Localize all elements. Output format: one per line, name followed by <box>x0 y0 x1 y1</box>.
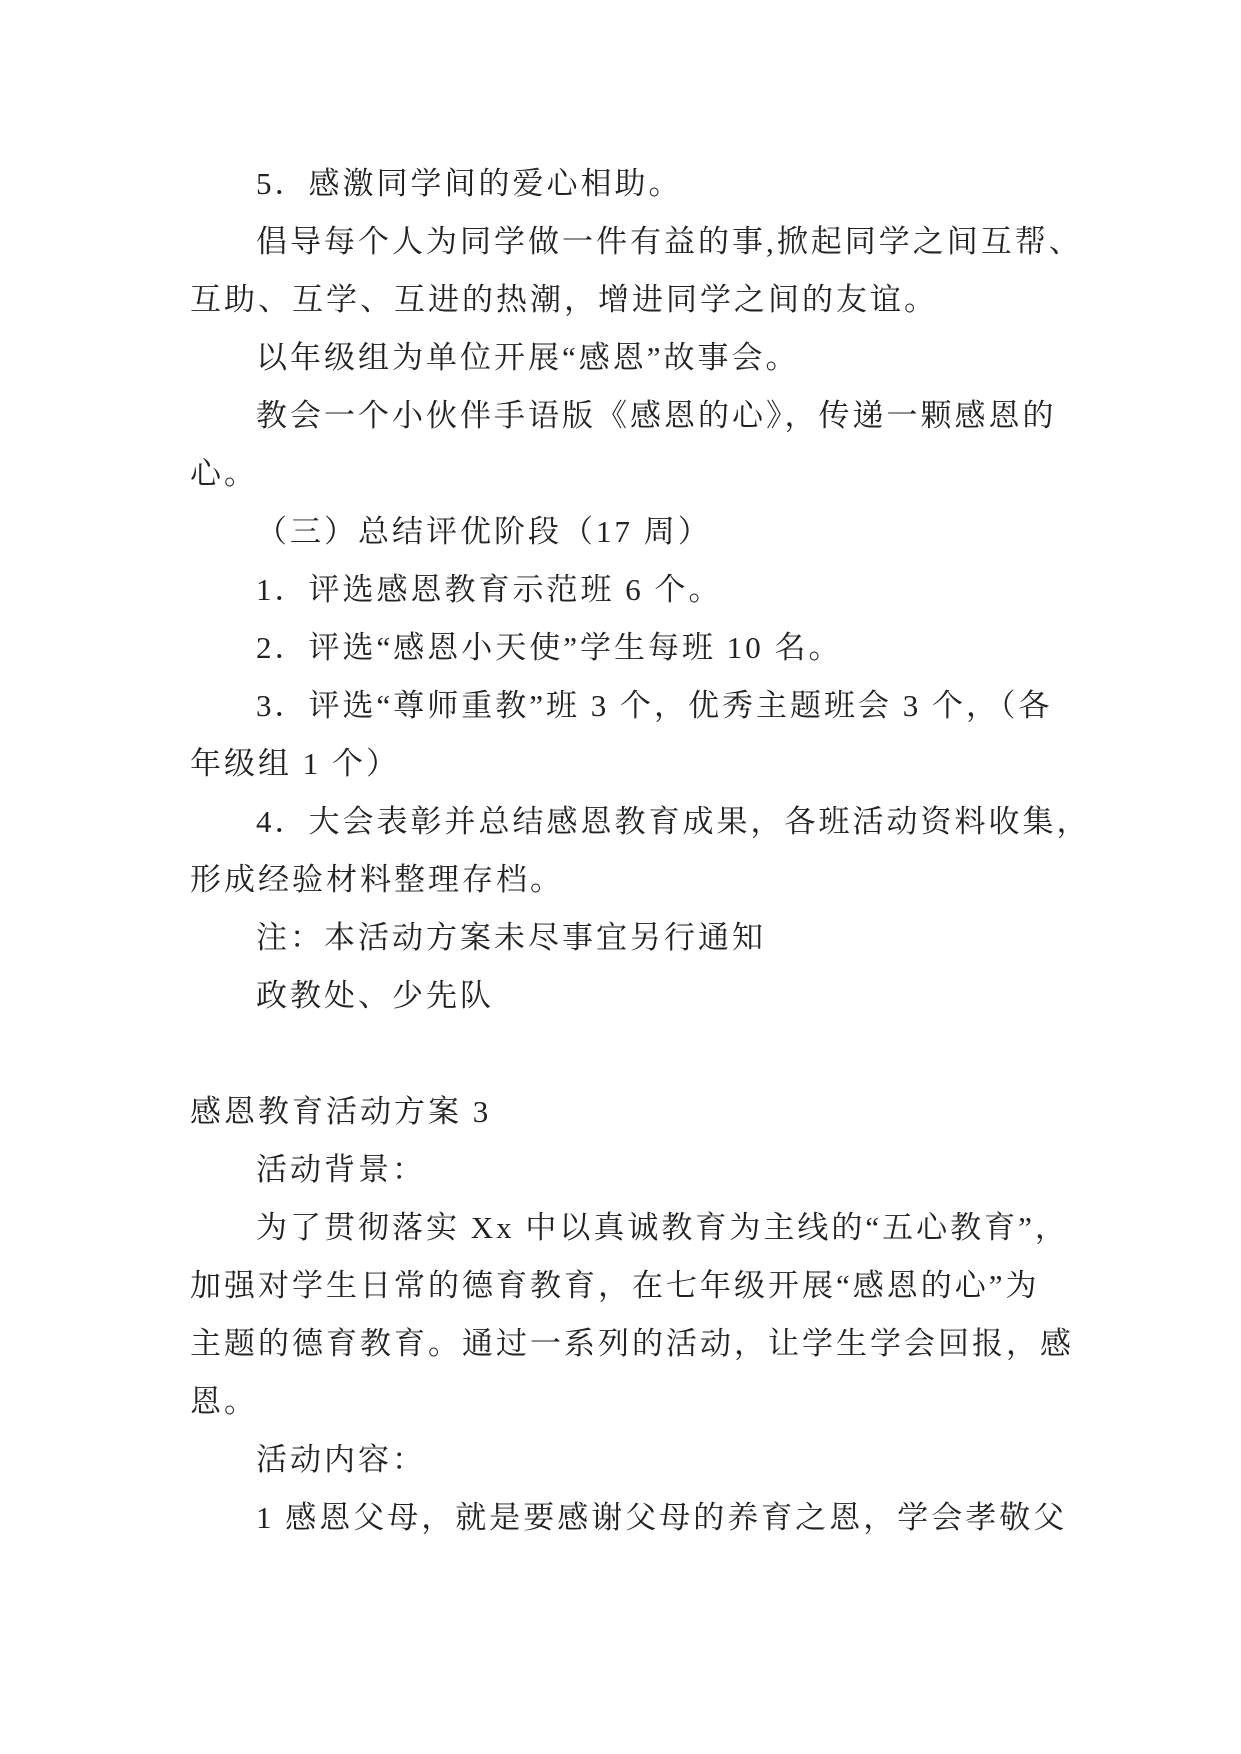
document-title: 感恩教育活动方案 3 <box>190 1094 492 1129</box>
paragraph-line: 倡导每个人为同学做一件有益的事,掀起同学之间互帮、 <box>256 224 1083 259</box>
paragraph-line: 恩。 <box>190 1384 258 1419</box>
subheading: 活动背景： <box>256 1152 426 1187</box>
item-5-heading: 5．感激同学间的爱心相助。 <box>256 166 683 201</box>
paragraph-line: 以年级组为单位开展“感恩”故事会。 <box>256 340 800 375</box>
list-item-continuation: 年级组 1 个） <box>190 746 400 781</box>
paragraph-line: 1 感恩父母，就是要感谢父母的养育之恩，学会孝敬父 <box>256 1500 1068 1535</box>
paragraph-line: 互助、互学、互进的热潮，增进同学之间的友谊。 <box>190 282 938 317</box>
note-line: 注：本活动方案未尽事宜另行通知 <box>256 920 766 955</box>
list-item: 3．评选“尊师重教”班 3 个，优秀主题班会 3 个，（各 <box>256 688 1053 723</box>
list-item: 2．评选“感恩小天使”学生每班 10 名。 <box>256 630 843 665</box>
signature-line: 政教处、少先队 <box>256 978 494 1013</box>
section-heading: （三）总结评优阶段（17 周） <box>256 514 712 549</box>
paragraph-line: 加强对学生日常的德育教育，在七年级开展“感恩的心”为 <box>190 1268 1040 1303</box>
subheading: 活动内容： <box>256 1442 426 1477</box>
list-item: 1．评选感恩教育示范班 6 个。 <box>256 572 723 607</box>
list-item: 4．大会表彰并总结感恩教育成果，各班活动资料收集， <box>256 804 1091 839</box>
paragraph-line: 为了贯彻落实 Xx 中以真诚教育为主线的“五心教育”， <box>256 1210 1069 1245</box>
paragraph-line: 主题的德育教育。通过一系列的活动，让学生学会回报，感 <box>190 1326 1074 1361</box>
list-item-continuation: 形成经验材料整理存档。 <box>190 862 564 897</box>
paragraph-line: 心。 <box>190 456 258 491</box>
paragraph-line: 教会一个小伙伴手语版《感恩的心》，传递一颗感恩的 <box>256 398 1057 433</box>
